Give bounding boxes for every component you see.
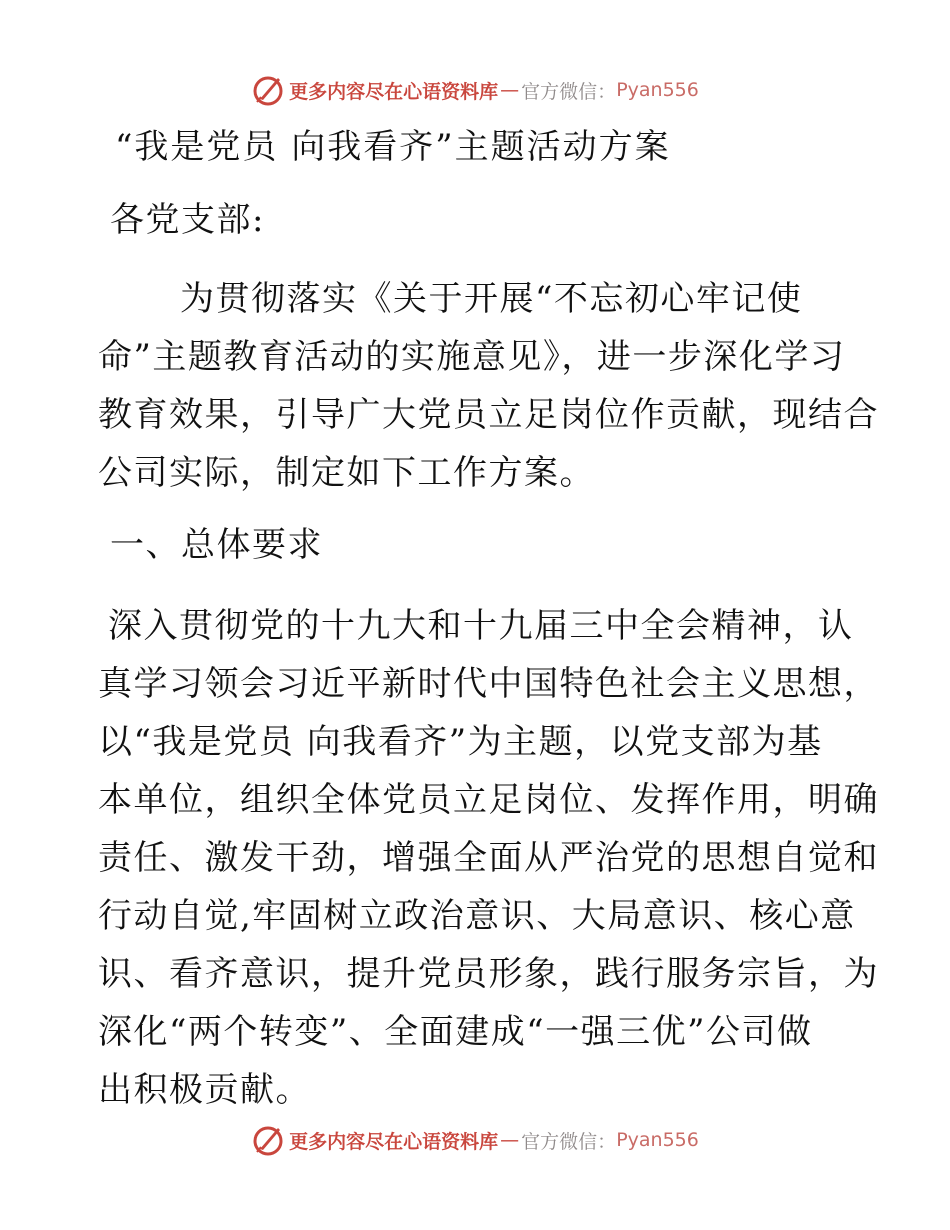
banner-main-text: 更多内容尽在心语资料库 <box>289 1130 499 1153</box>
paragraph-line: 识、看齐意识，提升党员形象，践行服务宗旨，为 <box>98 954 879 994</box>
paragraph-line: 以“我是党员 向我看齐”为主题，以党支部为基 <box>98 722 823 762</box>
paragraph-line: 深化“两个转变”、全面建成“一强三优”公司做 <box>98 1012 813 1052</box>
banner-separator: — <box>500 79 520 101</box>
banner-wechat-id: Pyan556 <box>616 1129 699 1151</box>
paragraph-line: 教育效果，引导广大党员立足岗位作贡献，现结合 <box>98 395 879 435</box>
paragraph-line: 命”主题教育活动的实施意见》，进一步深化学习 <box>98 337 846 377</box>
paragraph-line: 行动自觉,牢固树立政治意识、大局意识、核心意 <box>98 896 856 936</box>
banner-wechat-label: 官方微信： <box>521 80 617 103</box>
paragraph-line: 责任、激发干劲，增强全面从严治党的思想自觉和 <box>98 838 879 878</box>
section-heading: 一、总体要求 <box>110 525 323 565</box>
banner-main-text: 更多内容尽在心语资料库 <box>289 80 499 103</box>
document-title: “我是党员 向我看齐”主题活动方案 <box>115 127 671 167</box>
footer-watermark-banner <box>0 1120 950 1160</box>
banner-wechat-id: Pyan556 <box>616 79 699 101</box>
banner-separator: — <box>500 1129 520 1151</box>
header-watermark-banner <box>0 70 950 110</box>
paragraph-line: 本单位，组织全体党员立足岗位、发挥作用，明确 <box>98 780 879 820</box>
paragraph-line: 公司实际，制定如下工作方案。 <box>98 453 595 493</box>
paragraph-line: 深入贯彻党的十九大和十九届三中全会精神，认 <box>108 606 854 646</box>
banner-wechat-label: 官方微信： <box>521 1130 617 1153</box>
paragraph-2 <box>98 597 879 1119</box>
quill-logo-icon <box>251 73 285 107</box>
paragraph-1 <box>98 270 879 502</box>
paragraph-line: 出积极贡献。 <box>98 1070 311 1110</box>
paragraph-line: 真学习领会习近平新时代中国特色社会主义思想， <box>98 664 879 704</box>
salutation: 各党支部: <box>110 200 265 240</box>
quill-logo-icon <box>251 1123 285 1157</box>
paragraph-line: 为贯彻落实《关于开展“不忘初心牢记使 <box>180 279 803 319</box>
